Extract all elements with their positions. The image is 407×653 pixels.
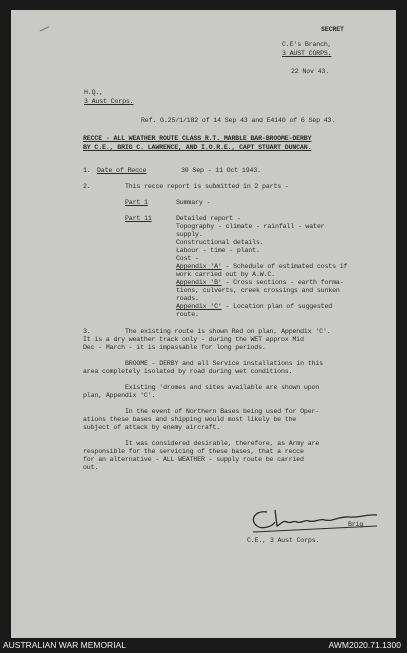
para-3-line: Dec - March - it is impassable for long periods. (83, 344, 266, 351)
para-4-line: area completely isolated by road during wet conditions. (83, 368, 293, 375)
para-7-line: for an alternative - ALL WEATHER - supply route be carried (83, 456, 304, 463)
appendix-b-line: roads. (176, 295, 199, 302)
para-2-number: 2. (83, 183, 91, 190)
part-2-line: Cost - (176, 255, 199, 262)
addressee-corps: 3 Aust Corps. (84, 98, 134, 105)
para-3-number: 3. (83, 328, 91, 335)
subject-line-2: BY C.E., BRIG C. LAWRENCE, AND I.O.R.E., CAPT STUART DUNCAN. (83, 144, 312, 151)
addressee-hq: H.Q., (84, 89, 104, 96)
part-1-text: Summary - (176, 199, 211, 206)
para-6-line: In the event of Northern Bases being used for Oper- (125, 408, 320, 415)
appendix-c-line: route. (176, 311, 199, 318)
appendix-c-text: - Location plan of suggested (221, 303, 333, 310)
para-6-line: ations these bases and shipping would most likely be the (83, 416, 297, 423)
appendix-c-label: Appendix 'C' (176, 303, 222, 310)
part-1-label: Part 1 (125, 199, 148, 206)
para-1-label: Date of Recce (97, 167, 147, 174)
para-5-line: Existing 'dromes and sites available are shown upon (125, 384, 320, 391)
subject-line-1: RECCE - ALL WEATHER ROUTE CLASS R.T. MARBLE BAR-BROOME-DERBY (83, 135, 312, 142)
part-2-line: Constructional details. (176, 239, 264, 246)
appendix-a-label: Appendix 'A' (176, 263, 222, 270)
signature-title: C.E., 3 Aust Corps. (247, 537, 320, 544)
para-7-line: out. (83, 464, 99, 471)
footer-accession-number: AWM2020.71.1300 (328, 640, 401, 650)
para-7-line: responsible for the servicing of these bases, that a recce (83, 448, 304, 455)
document-page (11, 10, 396, 638)
appendix-b-label: Appendix 'B' (176, 279, 222, 286)
para-7-line: It was considered desirable, therefore, as Army are (125, 440, 320, 447)
para-3-line: The existing route is shown Red on plan, Appendix 'C'. (125, 328, 331, 335)
document-date: 22 Nov 43. (291, 68, 330, 75)
corner-mark (40, 26, 53, 38)
para-5-line: plan, Appendix 'C'. (83, 392, 156, 399)
part-2-label: Part 11 (125, 215, 152, 222)
para-4-line: BROOME - DERBY and all Service installations in this (125, 360, 323, 367)
appendix-c (176, 303, 332, 312)
appendix-a-line: work carried out by A.W.C. (176, 271, 275, 278)
from-branch: C.E's Branch, (282, 41, 332, 48)
classification: SECRET (321, 26, 344, 33)
from-corps: 3 AUST CORPS. (282, 50, 332, 57)
appendix-a-text: - Schedule of estimated costs if (221, 263, 348, 270)
para-1-number: 1. (83, 167, 91, 174)
part-2-line: Labour - time - plant. (176, 247, 260, 254)
part-2-line: Detailed report - (176, 215, 241, 222)
para-1-value: 30 Sep - 11 Oct 1943. (181, 167, 261, 174)
part-2-line: supply. (176, 231, 203, 238)
appendix-b-text: - Cross sections - earth forma- (221, 279, 344, 286)
part-2-line: Topography - climate - rainfall - water (176, 223, 325, 230)
footer-institution: AUSTRALIAN WAR MEMORIAL (3, 640, 126, 650)
para-6-line: subject of attack by enemy aircraft. (83, 424, 221, 431)
para-2-text: This recce report is submitted in 2 parts - (125, 183, 289, 190)
appendix-b-line: tions, culverts, creek crossings and sunken (176, 287, 340, 294)
reference-line: Ref. G.25/1/182 of 14 Sep 43 and E4140 of 6 Sep 43. (141, 117, 336, 124)
para-3-line: It is a dry weather track only - during the WET approx Mid (83, 336, 304, 343)
signature-rank: Brig (348, 521, 364, 528)
handwritten-signature (245, 502, 385, 536)
